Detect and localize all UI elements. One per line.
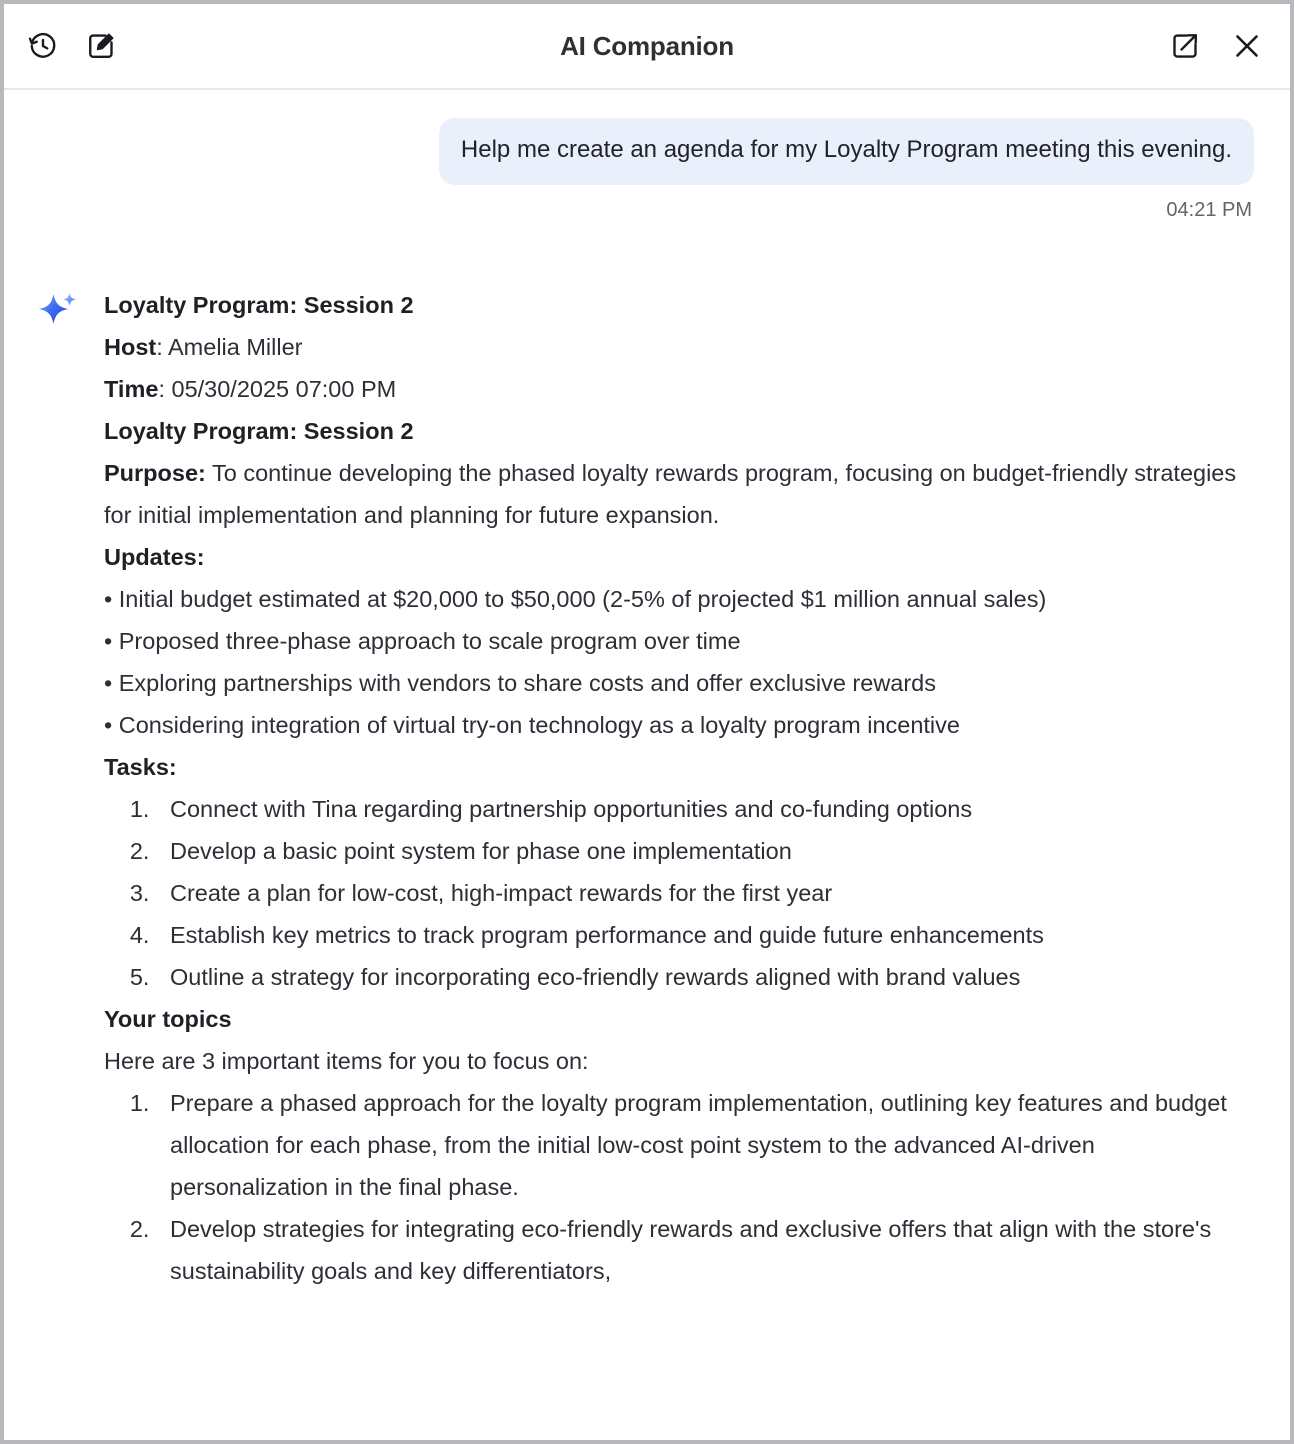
list-item: 2. Develop strategies for integrating eco-friendly rewards and exclusive offers that align with the store's sustainability goals and key differentiators, — [156, 1208, 1250, 1292]
agenda-time — [104, 368, 1250, 410]
assistant-message-body — [80, 284, 1250, 1292]
time-value: : 05/30/2025 07:00 PM — [158, 375, 397, 402]
time-label: Time — [104, 375, 159, 402]
list-item: 1. Connect with Tina regarding partnership opportunities and co-funding options — [156, 788, 1250, 830]
purpose-paragraph — [104, 452, 1250, 536]
agenda-title: Loyalty Program: Session 2 — [104, 291, 414, 318]
host-label: Host — [104, 333, 157, 360]
list-item: • Proposed three-phase approach to scale program over time — [104, 627, 741, 654]
tasks-label: Tasks: — [104, 753, 177, 780]
list-item: 2. Develop a basic point system for phase one implementation — [156, 830, 1250, 872]
history-icon[interactable] — [26, 29, 60, 63]
host-value: : Amelia Miller — [156, 333, 303, 360]
list-item: 4. Establish key metrics to track program performance and guide future enhancements — [156, 914, 1250, 956]
updates-label: Updates: — [104, 543, 205, 570]
user-message-row — [4, 90, 1290, 185]
agenda-subtitle: Loyalty Program: Session 2 — [104, 417, 414, 444]
agenda-host — [104, 326, 1250, 368]
conversation-area — [4, 90, 1290, 1292]
ai-sparkle-icon — [36, 288, 80, 332]
user-message-bubble: Help me create an agenda for my Loyalty Program meeting this evening. — [439, 118, 1254, 185]
list-item: 5. Outline a strategy for incorporating eco-friendly rewards aligned with brand values — [156, 956, 1250, 998]
open-in-new-window-icon[interactable] — [1168, 29, 1202, 63]
purpose-text: To continue developing the phased loyalty rewards program, focusing on budget-friendly strategies for initial implementation and planning for future expansion. — [104, 459, 1237, 528]
your-topics-list — [104, 1082, 1250, 1292]
updates-list — [104, 578, 1250, 746]
assistant-message-row — [4, 222, 1290, 1292]
close-icon[interactable] — [1230, 29, 1264, 63]
list-item: 3. Create a plan for low-cost, high-impact rewards for the first year — [156, 872, 1250, 914]
list-item: • Initial budget estimated at $20,000 to $50,000 (2-5% of projected $1 million annual sales) — [104, 585, 1047, 612]
window-header — [4, 4, 1290, 90]
your-topics-intro: Here are 3 important items for you to focus on: — [104, 1047, 589, 1074]
header-left-actions — [4, 29, 118, 63]
your-topics-label: Your topics — [104, 1005, 232, 1032]
header-right-actions — [1168, 4, 1264, 88]
message-timestamp: 04:21 PM — [1166, 198, 1252, 221]
compose-icon[interactable] — [84, 29, 118, 63]
tasks-list — [104, 788, 1250, 998]
list-item: • Exploring partnerships with vendors to share costs and offer exclusive rewards — [104, 669, 937, 696]
list-item: • Considering integration of virtual try-on technology as a loyalty program incentive — [104, 711, 960, 738]
page-title: AI Companion — [560, 30, 734, 61]
list-item: 1. Prepare a phased approach for the loyalty program implementation, outlining key features and budget allocation for each phase, from the initial low-cost point system to the advanced AI-driven personalization in the final phase. — [156, 1082, 1250, 1208]
purpose-label: Purpose: — [104, 459, 206, 486]
